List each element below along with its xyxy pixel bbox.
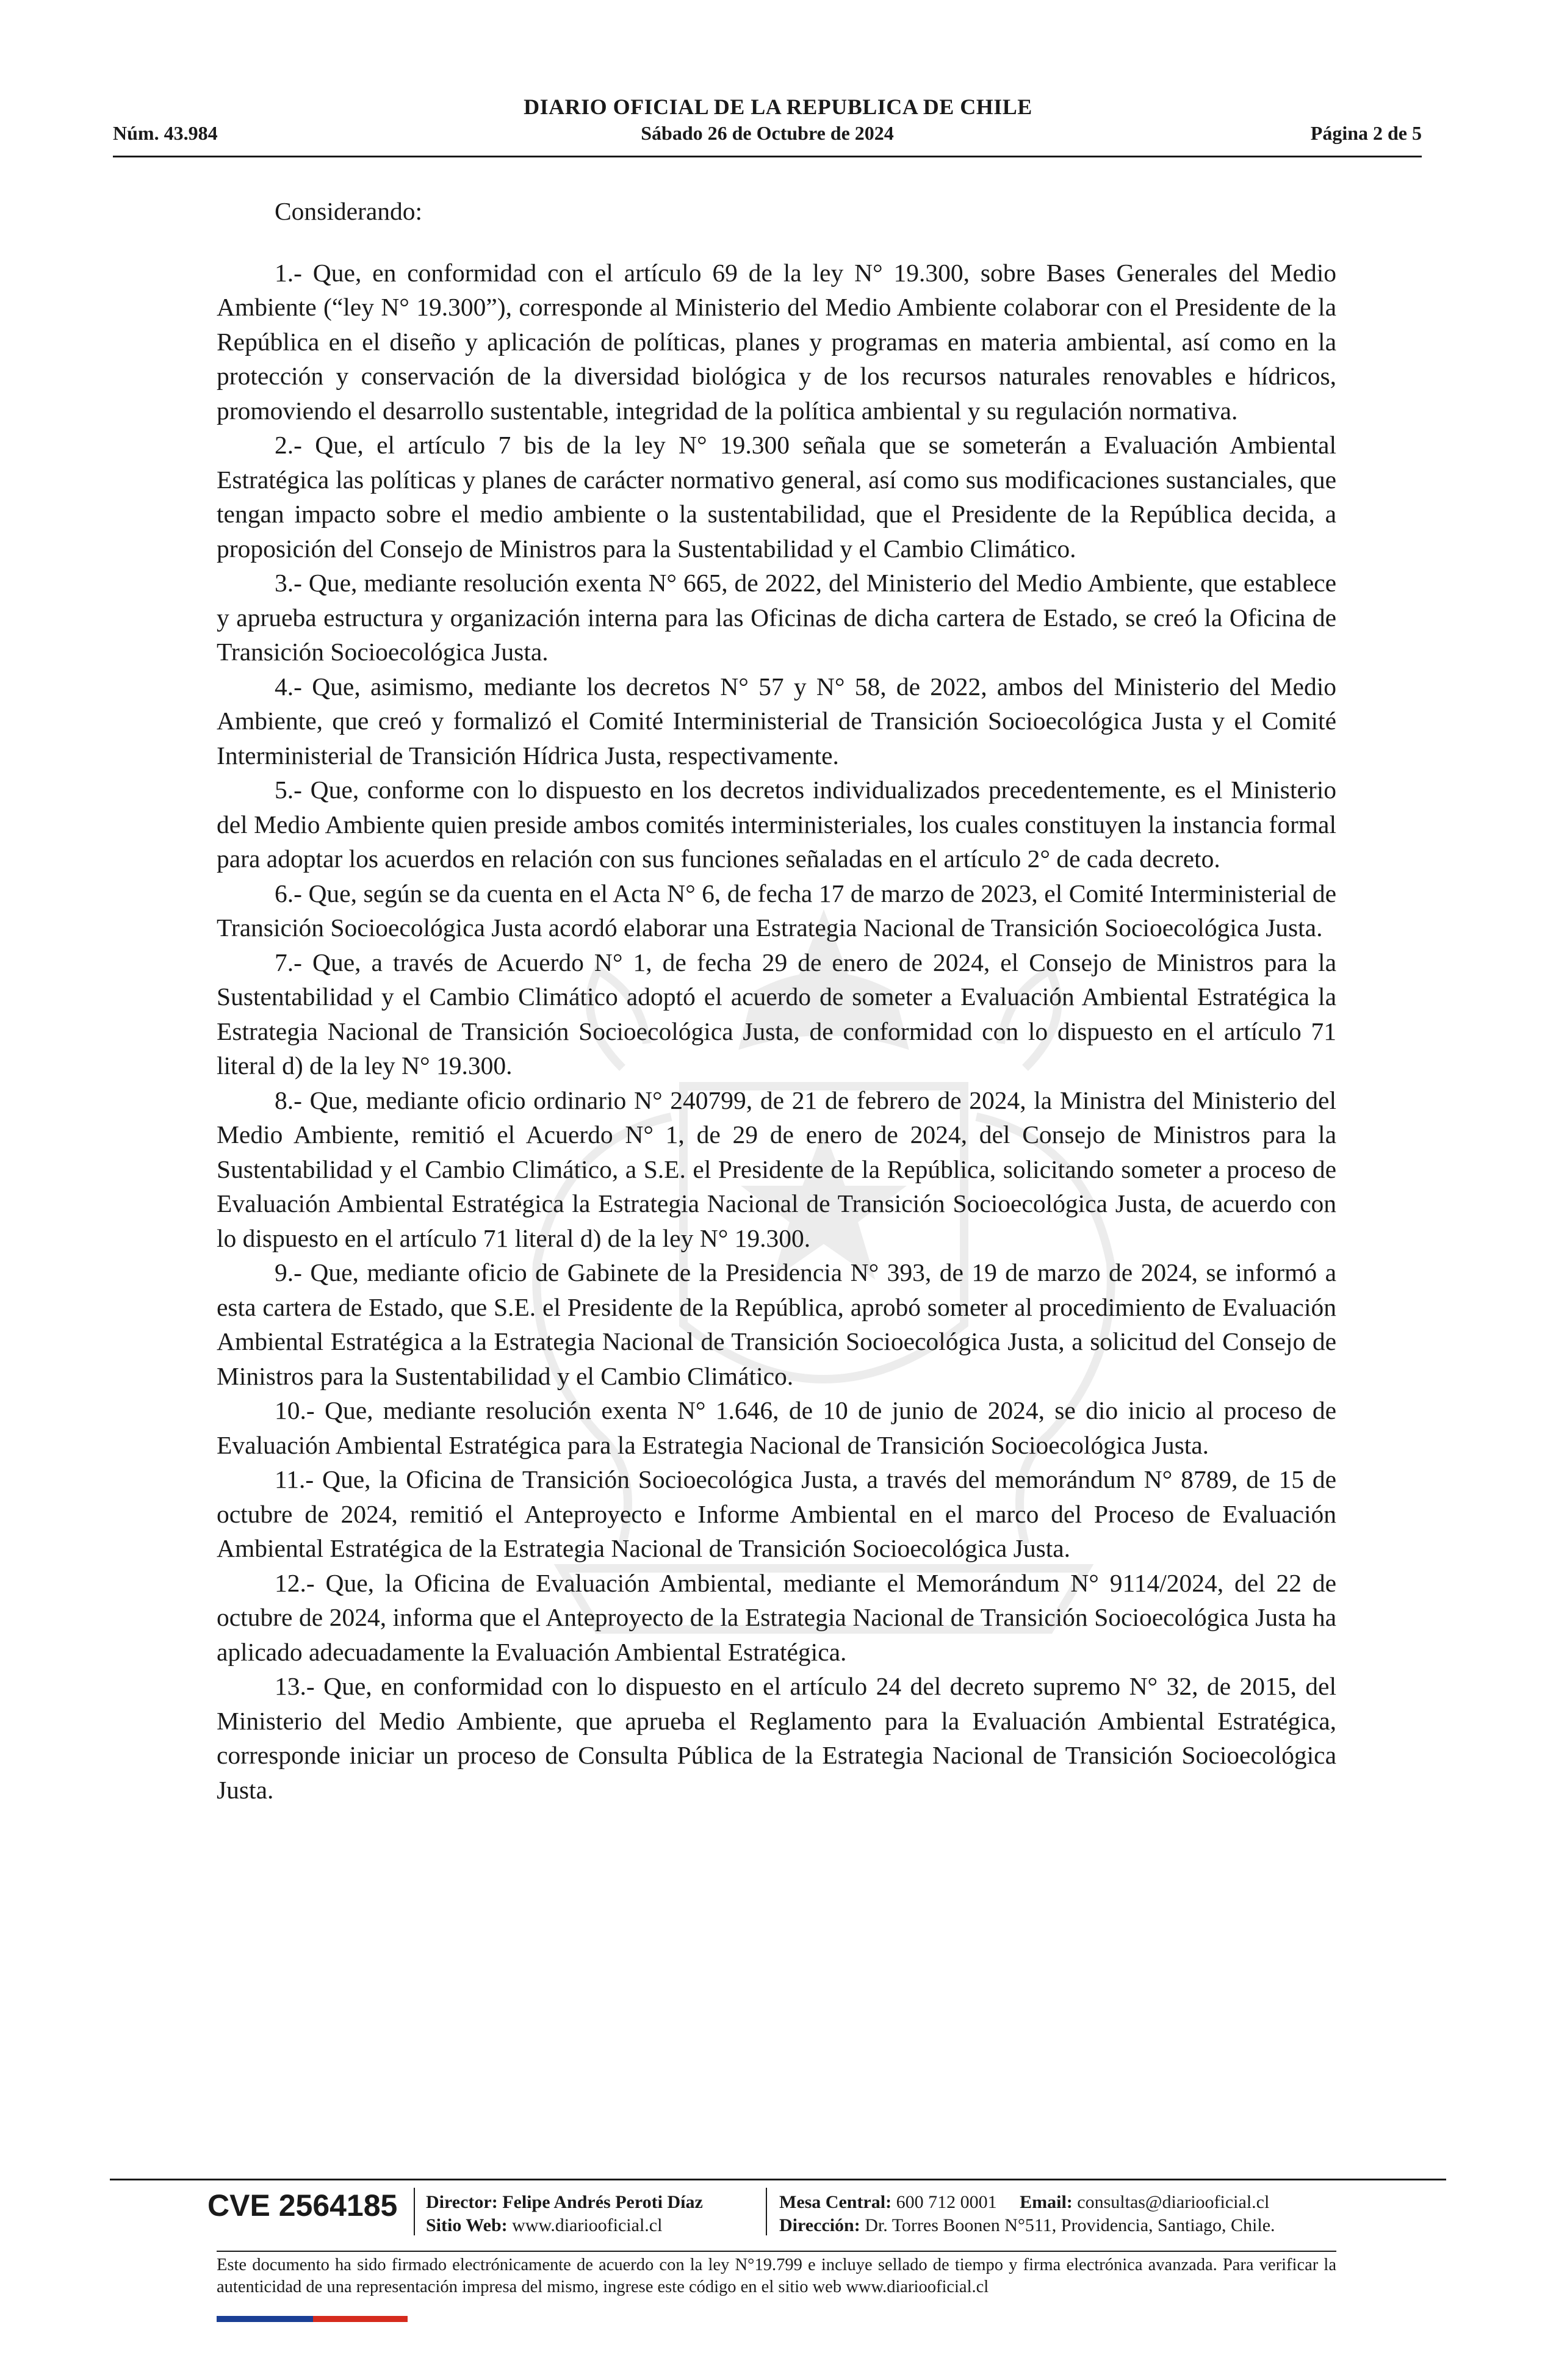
paragraph: 11.- Que, la Oficina de Transición Socioecológica Justa, a través del memorándum N° 8789, de 15 de octubre de 2024, remitió el Anteproyecto e Informe Ambiental en el marco del Proceso de Evaluación Ambiental Estratégica de la Estrategia Nacional de Transición Socioecológica Justa. bbox=[217, 1465, 1336, 1562]
footer-director-block bbox=[426, 2191, 703, 2237]
document-body bbox=[217, 194, 1336, 1807]
footer-separator bbox=[414, 2188, 415, 2235]
mesa-label: Mesa Central: bbox=[779, 2192, 892, 2212]
email-label: Email: bbox=[1020, 2192, 1073, 2212]
paragraph: 3.- Que, mediante resolución exenta N° 665, de 2022, del Ministerio del Medio Ambiente, que establece y aprueba estructura y organización interna para las Oficinas de dicha cartera de Estado, se creó la Oficina de Transición Socioecológica Justa. bbox=[217, 569, 1336, 666]
email-link[interactable]: consultas@diariooficial.cl bbox=[1077, 2192, 1270, 2212]
paragraph: 1.- Que, en conformidad con el artículo 69 de la ley N° 19.300, sobre Bases Generales del Medio Ambiente (“ley N° 19.300”), corresponde al Ministerio del Medio Ambiente colaborar con el Presidente de la República en el diseño y aplicación de políticas, planes y programas en materia ambiental, así como en la protección y conservación de la diversidad biológica y de los recursos naturales renovables e hídricos, promoviendo el desarrollo sustentable, integridad de la política ambiental y su regulación normativa. bbox=[217, 258, 1336, 425]
signature-notice: Este documento ha sido firmado electrónicamente de acuerdo con la ley N°19.799 e incluye sellado de tiempo y firma electrónica avanzada. Para verificar la autenticidad de una representación impresa del mismo, ingrese este código en el sitio web www.diariooficial.cl bbox=[217, 2256, 1336, 2296]
cve-code: CVE 2564185 bbox=[207, 2188, 398, 2223]
paragraph: 7.- Que, a través de Acuerdo N° 1, de fecha 29 de enero de 2024, el Consejo de Ministros para la Sustentabilidad y el Cambio Climático adoptó el acuerdo de someter a Evaluación Ambiental Estratégica la Estrategia Nacional de Transición Socioecológica Justa, de conformidad con lo dispuesto en el artículo 71 literal d) de la ley N° 19.300. bbox=[217, 948, 1336, 1080]
flag-stripe-red bbox=[313, 2316, 408, 2322]
paragraph: 13.- Que, en conformidad con lo dispuesto en el artículo 24 del decreto supremo N° 32, de 2015, del Ministerio del Medio Ambiente, que aprueba el Reglamento para la Evaluación Ambiental Estratégica, corresponde iniciar un proceso de Consulta Pública de la Estrategia Nacional de Transición Socioecológica Justa. bbox=[217, 1672, 1336, 1804]
issue-date: Sábado 26 de Octubre de 2024 bbox=[641, 122, 894, 144]
footer-separator bbox=[766, 2188, 767, 2235]
section-heading: Considerando: bbox=[275, 197, 423, 225]
page-number: Página 2 de 5 bbox=[1310, 122, 1422, 144]
paragraph: 12.- Que, la Oficina de Evaluación Ambiental, mediante el Memorándum N° 9114/2024, del 22 de octubre de 2024, informa que el Anteproyecto de la Estrategia Nacional de Transición Socioecológica Justa ha aplicado adecuadamente la Evaluación Ambiental Estratégica. bbox=[217, 1568, 1336, 1666]
paragraph: 4.- Que, asimismo, mediante los decretos N° 57 y N° 58, de 2022, ambos del Ministerio del Medio Ambiente, que creó y formalizó el Comité Interministerial de Transición Socioecológica Justa y el Comité Interministerial de Transición Hídrica Justa, respectivamente. bbox=[217, 672, 1336, 770]
footer-thin-divider bbox=[217, 2251, 1336, 2252]
footer-contact-block bbox=[779, 2191, 1275, 2237]
paragraph: 5.- Que, conforme con lo dispuesto en los decretos individualizados precedentemente, es el Ministerio del Medio Ambiente quien preside ambos comités interministeriales, los cuales constituyen la instancia formal para adoptar los acuerdos en relación con sus funciones señaladas en el artículo 2° de cada decreto. bbox=[217, 776, 1336, 873]
paragraph: 6.- Que, según se da cuenta en el Acta N° 6, de fecha 17 de marzo de 2023, el Comité Interministerial de Transición Socioecológica Justa acordó elaborar una Estrategia Nacional de Transición Socioecológica Justa. bbox=[217, 879, 1336, 942]
newspaper-title: DIARIO OFICIAL DE LA REPUBLICA DE CHILE bbox=[524, 95, 1032, 119]
footer-divider bbox=[110, 2179, 1446, 2180]
paragraph: 10.- Que, mediante resolución exenta N° 1.646, de 10 de junio de 2024, se dio inicio al proceso de Evaluación Ambiental Estratégica para la Estrategia Nacional de Transición Socioecológica Justa. bbox=[217, 1396, 1336, 1459]
address-label: Dirección: bbox=[779, 2215, 860, 2235]
paragraph: 2.- Que, el artículo 7 bis de la ley N° 19.300 señala que se someterán a Evaluación Ambiental Estratégica las políticas y planes de carácter normativo general, así como sus modificaciones sustanciales, que tengan impacto sobre el medio ambiente o la sustentabilidad, que el Presidente de la República decida, a proposición del Consejo de Ministros para la Sustentabilidad y el Cambio Climático. bbox=[217, 431, 1336, 563]
address-text: Dr. Torres Boonen N°511, Providencia, Santiago, Chile. bbox=[865, 2215, 1275, 2235]
site-link[interactable]: www.diariooficial.cl bbox=[512, 2215, 663, 2235]
director-label: Director: bbox=[426, 2192, 498, 2212]
issue-number: Núm. 43.984 bbox=[113, 122, 218, 144]
director-name: Felipe Andrés Peroti Díaz bbox=[502, 2192, 703, 2212]
mesa-phone: 600 712 0001 bbox=[896, 2192, 997, 2212]
site-label: Sitio Web: bbox=[426, 2215, 508, 2235]
header-row bbox=[113, 122, 1422, 149]
header-divider bbox=[113, 156, 1422, 157]
paragraph: 9.- Que, mediante oficio de Gabinete de la Presidencia N° 393, de 19 de marzo de 2024, se informó a esta cartera de Estado, que S.E. el Presidente de la República, aprobó someter al procedimiento de Evaluación Ambiental Estratégica a la Estrategia Nacional de Transición Socioecológica Justa, a solicitud del Consejo de Ministros para la Sustentabilidad y el Cambio Climático. bbox=[217, 1258, 1336, 1390]
paragraph: 8.- Que, mediante oficio ordinario N° 240799, de 21 de febrero de 2024, la Ministra del Ministerio del Medio Ambiente, remitió el Acuerdo N° 1, de 29 de enero de 2024, del Consejo de Ministros para la Sustentabilidad y el Cambio Climático, a S.E. el Presidente de la República, solicitando someter a proceso de Evaluación Ambiental Estratégica la Estrategia Nacional de Transición Socioecológica Justa, de acuerdo con lo dispuesto en el artículo 71 literal d) de la ley N° 19.300. bbox=[217, 1086, 1336, 1252]
flag-stripe-blue bbox=[217, 2316, 313, 2322]
